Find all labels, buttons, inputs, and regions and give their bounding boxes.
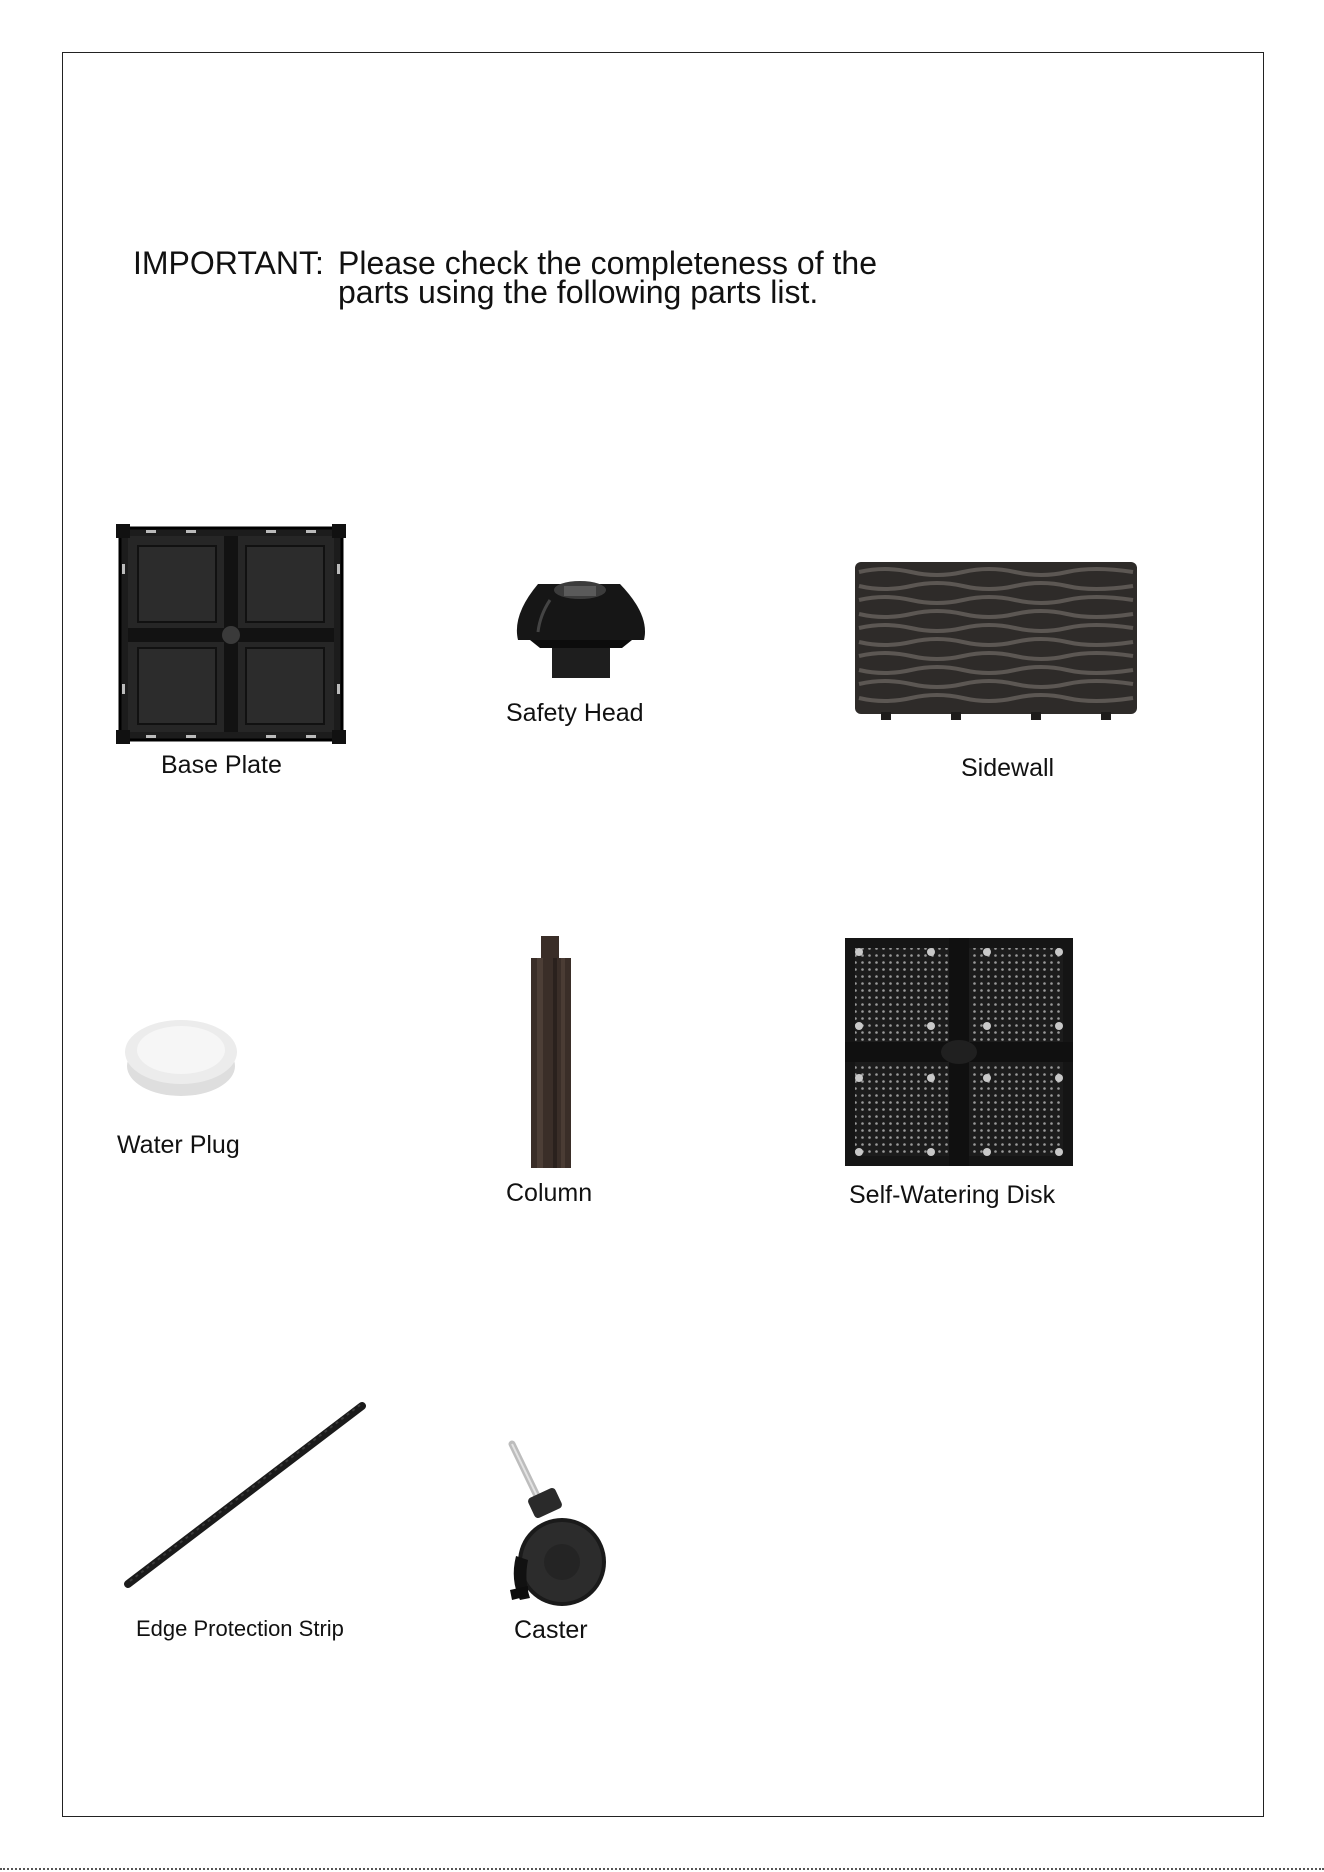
column-image — [527, 936, 575, 1168]
part-label: Sidewall — [961, 754, 1055, 782]
part-label: Column — [506, 1179, 593, 1207]
part-label: Caster — [514, 1616, 588, 1644]
part-label: Self-Watering Disk — [849, 1181, 1056, 1209]
caster-image — [500, 1440, 610, 1606]
part-label: Base Plate — [161, 751, 282, 779]
safety-head-image — [510, 570, 652, 682]
part-label: Edge Protection Strip — [136, 1616, 344, 1641]
part-label: Water Plug — [117, 1131, 240, 1159]
self-watering-disk-image — [845, 938, 1073, 1166]
part-label: Safety Head — [506, 699, 644, 727]
notice-line-1: Please check the completeness of the — [338, 245, 877, 281]
water-plug-image — [122, 1016, 240, 1098]
sidewall-image — [855, 562, 1137, 722]
base-plate-image — [116, 524, 346, 744]
notice-line-2: parts using the following parts list. — [338, 274, 819, 310]
bottom-divider — [0, 1868, 1324, 1870]
edge-protection-strip-image — [122, 1400, 368, 1590]
notice-label: IMPORTANT: — [133, 245, 324, 281]
